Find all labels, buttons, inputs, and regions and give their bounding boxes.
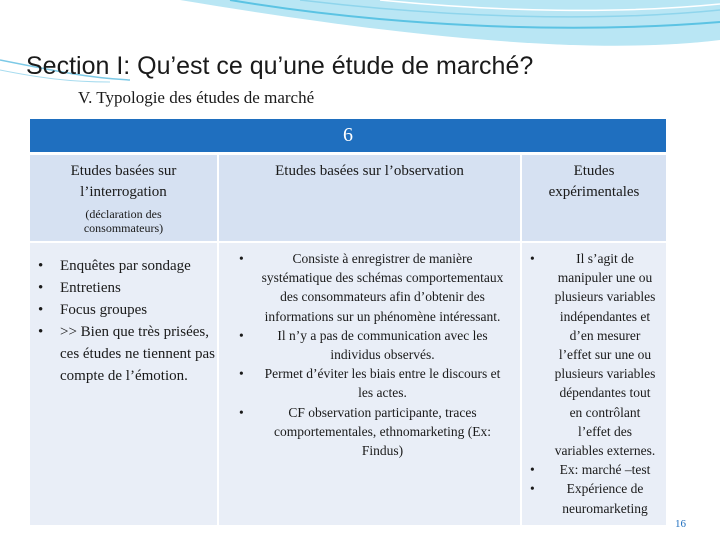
list-item: • Il s’agit de manipuler une ou plusieurs variables indépendantes et d’en mesurer l’effet sur une ou plusieurs variables dépendantes tout en contrôlant l’effet des variables externes. [552, 249, 666, 460]
list-item: • >> Bien que très prisées, ces études ne tiennent pas compte de l’émotion. [60, 321, 217, 387]
list-item: • Entretiens [60, 277, 217, 299]
column-header-observation [219, 155, 522, 241]
page-number: 16 [675, 518, 686, 530]
table-body [30, 243, 666, 525]
column-headers [30, 155, 666, 241]
table-header: 6 [30, 119, 666, 155]
cell-observation [219, 243, 522, 525]
column-header-experimental [522, 155, 666, 241]
cell-interrogation [30, 243, 219, 525]
column-title: Etudes basées sur l’observation [275, 163, 464, 179]
list-item: • Ex: marché –test [552, 460, 666, 479]
decorative-swoosh [0, 0, 720, 100]
list-item: • Enquêtes par sondage [60, 255, 217, 277]
list-item: • Il n’y a pas de communication avec les individus observés. [259, 326, 520, 364]
list-item: • CF observation participante, traces comportementales, ethnomarketing (Ex: Findus) [259, 403, 520, 461]
slide-title: Section I: Qu’est ce qu’une étude de marché? [26, 52, 534, 80]
column-header-interrogation [30, 155, 219, 241]
column-title: Etudes basées sur l’interrogation [70, 163, 177, 200]
list-item: • Permet d’éviter les biais entre le discours et les actes. [259, 364, 520, 402]
column-title: Etudes expérimentales [548, 163, 640, 200]
list-item: • Focus groupes [60, 299, 217, 321]
typology-table [30, 119, 666, 525]
cell-experimental [522, 243, 666, 525]
slide-subtitle: V. Typologie des études de marché [78, 88, 315, 107]
list-item: • Consiste à enregistrer de manière systématique des schémas comportementaux des consommateurs afin d’obtenir des informations sur un phénomène intéressant. [259, 249, 520, 326]
list-item: • Expérience de neuromarketing [552, 479, 666, 517]
column-note: (déclaration des consommateurs) [83, 207, 164, 235]
